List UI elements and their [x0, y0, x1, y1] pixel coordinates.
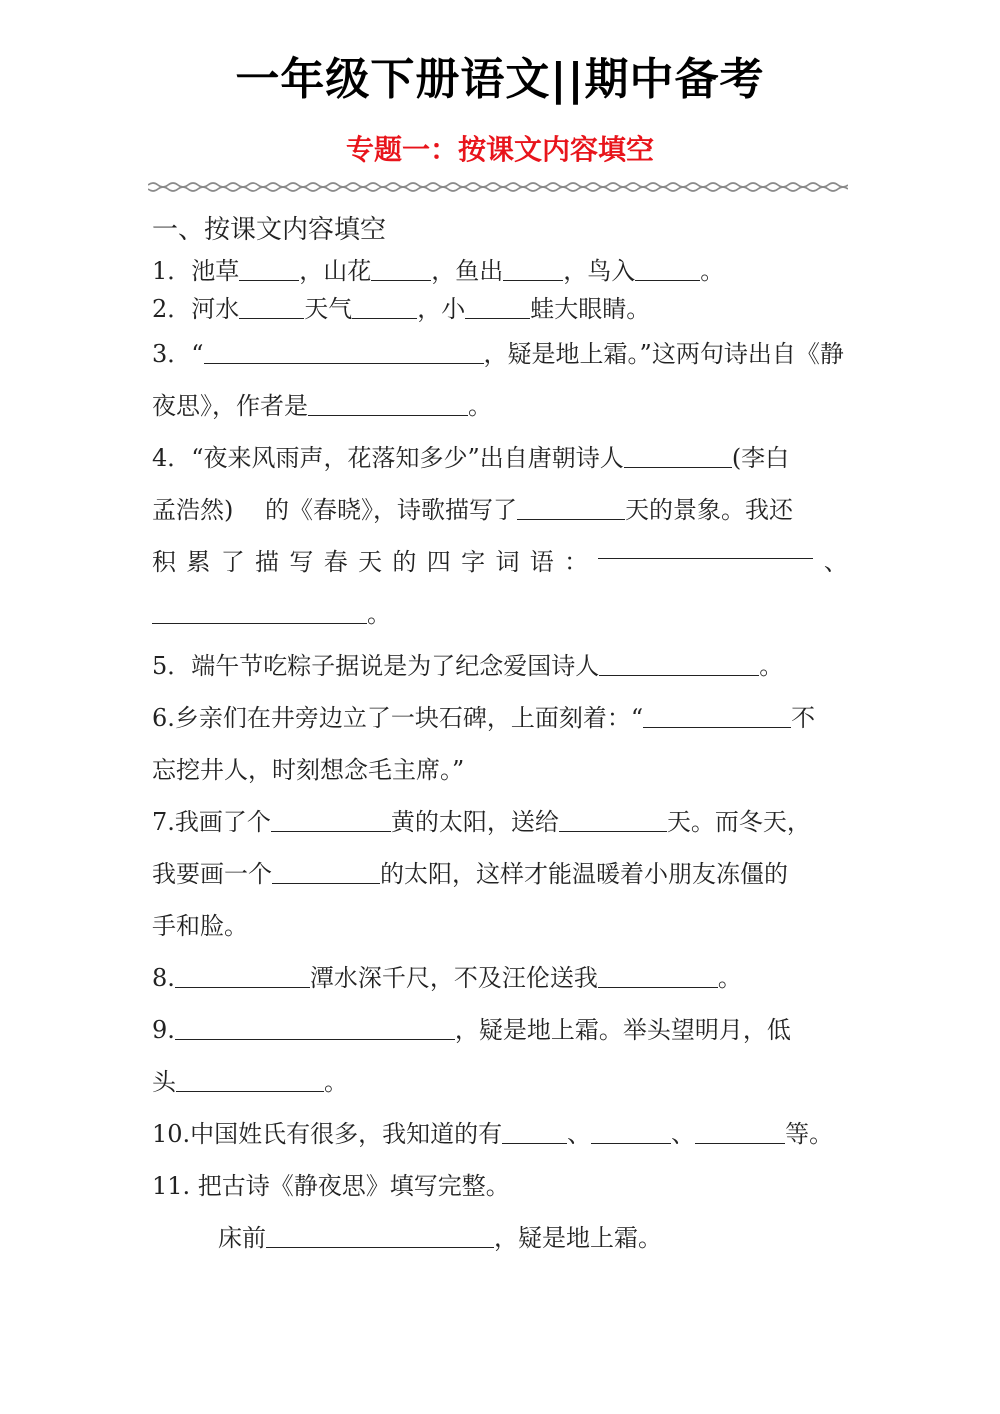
q1-text-c: ，鱼出	[431, 257, 504, 285]
q4-blank-season[interactable]	[517, 497, 625, 520]
q8-text-b: 潭水深千尺，不及汪伦送我	[309, 964, 598, 992]
q11-text-a: 11. 把古诗《静夜思》填写完整。	[152, 1172, 510, 1200]
q5-blank-1[interactable]	[599, 653, 759, 676]
q1-text-b: ，山花	[299, 257, 372, 285]
q9-text-a: 9.	[152, 1016, 175, 1044]
q6-text-a: 6.乡亲们在井旁边立了一块石碑，上面刻着：“	[152, 704, 644, 732]
q7-text-c: 天。而冬天，	[666, 808, 811, 836]
q4-char: 描	[255, 548, 280, 576]
q4-text-c: 孟浩然) 的《春晓》，诗歌描写了	[152, 496, 517, 524]
q4-char: 写	[289, 548, 314, 576]
q10-text-d: 等。	[785, 1120, 834, 1148]
q8-blank-1[interactable]	[175, 965, 310, 988]
q1-text-d: ，鸟入	[563, 257, 636, 285]
q4-char: 四	[426, 548, 451, 576]
section-heading: 一、按课文内容填空	[152, 215, 387, 245]
q9-text-c: 头	[152, 1068, 176, 1096]
question-3-line-2	[152, 380, 848, 432]
q1-blank-3[interactable]	[503, 258, 563, 281]
q1-blank-4[interactable]	[635, 258, 700, 281]
q4-blank-poet[interactable]	[624, 445, 732, 468]
q3-text-b: ，疑是地上霜。”这两句诗出自《静	[483, 340, 844, 368]
q7-blank-3[interactable]	[272, 861, 380, 884]
q4-char: 天	[358, 548, 383, 576]
q10-text-c: 、	[671, 1120, 696, 1148]
question-6-line-2	[152, 744, 848, 796]
q2-text-b: 天气	[304, 295, 353, 323]
q4-text-d: 天的景象。我还	[625, 496, 793, 524]
question-10	[152, 1108, 848, 1160]
q7-text-b: 黄的太阳，送给	[390, 808, 559, 836]
q7-blank-2[interactable]	[559, 809, 667, 832]
question-2	[152, 290, 848, 328]
q4-char: 语	[529, 548, 554, 576]
q7-blank-1[interactable]	[271, 809, 391, 832]
q7-text-f: 手和脸。	[152, 912, 248, 940]
q7-text-d: 我要画一个	[152, 860, 272, 888]
q4-text-b: (李白	[731, 444, 790, 472]
q4-blank-word-2[interactable]	[152, 601, 367, 624]
question-11	[152, 1160, 848, 1212]
question-4-line-1	[152, 432, 848, 484]
q7-text-a: 7.我画了个	[152, 808, 271, 836]
q4-char: 的	[392, 548, 417, 576]
q4-blank-word-1[interactable]	[598, 536, 813, 559]
question-6-line-1	[152, 692, 848, 744]
q3-text-c: 夜思》，作者是	[152, 392, 308, 420]
q3-blank-1[interactable]	[204, 341, 484, 364]
page-title: 一年级下册语文||期中备考	[235, 54, 765, 105]
decorative-divider	[148, 180, 848, 194]
q3-blank-2[interactable]	[308, 393, 468, 416]
q4-char: 累	[186, 548, 211, 576]
q1-text-e: 。	[700, 257, 725, 285]
q6-blank-1[interactable]	[643, 705, 791, 728]
q4-text-a: 4．“夜来风雨声，花落知多少”出自唐朝诗人	[152, 444, 624, 472]
question-11-poem-line	[152, 1212, 848, 1264]
q3-text-d: 。	[468, 392, 492, 420]
q5-text-a: 5．端午节吃粽子据说是为了纪念爱国诗人	[152, 652, 600, 680]
q4-char: 春	[323, 548, 348, 576]
q4-text-f: 、	[823, 548, 848, 576]
q3-text-a: 3．“	[152, 340, 204, 368]
q6-text-c: 忘挖井人，时刻想念毛主席。”	[152, 756, 465, 784]
question-7-line-1	[152, 796, 848, 848]
q2-blank-3[interactable]	[465, 296, 530, 319]
question-9-line-1	[152, 1004, 848, 1056]
question-4-line-3	[152, 536, 848, 588]
q2-blank-2[interactable]	[352, 296, 417, 319]
question-9-line-2	[152, 1056, 848, 1108]
q4-char: ：	[564, 548, 589, 576]
q4-char: 了	[220, 548, 245, 576]
question-1	[152, 252, 848, 290]
question-8	[152, 952, 848, 1004]
q10-text-b: 、	[567, 1120, 592, 1148]
q1-blank-1[interactable]	[239, 258, 299, 281]
q2-text-d: 蛙大眼睛。	[530, 295, 651, 323]
q1-text-a: 1．池草	[152, 257, 240, 285]
question-3-line-1	[152, 328, 848, 380]
q9-text-b: ，疑是地上霜。举头望明月，低	[454, 1016, 791, 1044]
q4-char: 积	[152, 548, 176, 576]
q11-text-b: 床前	[218, 1224, 266, 1252]
q2-blank-1[interactable]	[239, 296, 304, 319]
question-5	[152, 640, 848, 692]
q10-blank-2[interactable]	[591, 1121, 671, 1144]
worksheet-content	[152, 208, 848, 1264]
q4-char: 字	[461, 548, 486, 576]
q9-blank-2[interactable]	[176, 1069, 324, 1092]
q8-text-a: 8.	[152, 964, 175, 992]
q6-text-b: 不	[791, 704, 816, 732]
q4-char: 词	[495, 548, 520, 576]
q7-text-e: 的太阳，这样才能温暖着小朋友冻僵的	[380, 860, 788, 888]
question-4-line-4	[152, 588, 848, 640]
q9-text-d: 。	[324, 1068, 348, 1096]
q11-blank-1[interactable]	[266, 1225, 494, 1248]
q10-text-a: 10.中国姓氏有很多，我知道的有	[152, 1120, 503, 1148]
q8-text-c: 。	[717, 964, 742, 992]
page-subtitle: 专题一：按课文内容填空	[345, 133, 654, 166]
q1-blank-2[interactable]	[371, 258, 431, 281]
q8-blank-2[interactable]	[598, 965, 718, 988]
q2-text-c: ，小	[417, 295, 466, 323]
question-7-line-3	[152, 900, 848, 952]
q2-text-a: 2．河水	[152, 295, 240, 323]
q5-text-b: 。	[759, 652, 784, 680]
q4-text-g: 。	[367, 600, 391, 628]
question-7-line-2	[152, 848, 848, 900]
q10-blank-3[interactable]	[695, 1121, 785, 1144]
question-4-line-2	[152, 484, 848, 536]
q9-blank-1[interactable]	[175, 1017, 455, 1040]
q11-text-c: ，疑是地上霜。	[494, 1224, 662, 1252]
q10-blank-1[interactable]	[502, 1121, 567, 1144]
